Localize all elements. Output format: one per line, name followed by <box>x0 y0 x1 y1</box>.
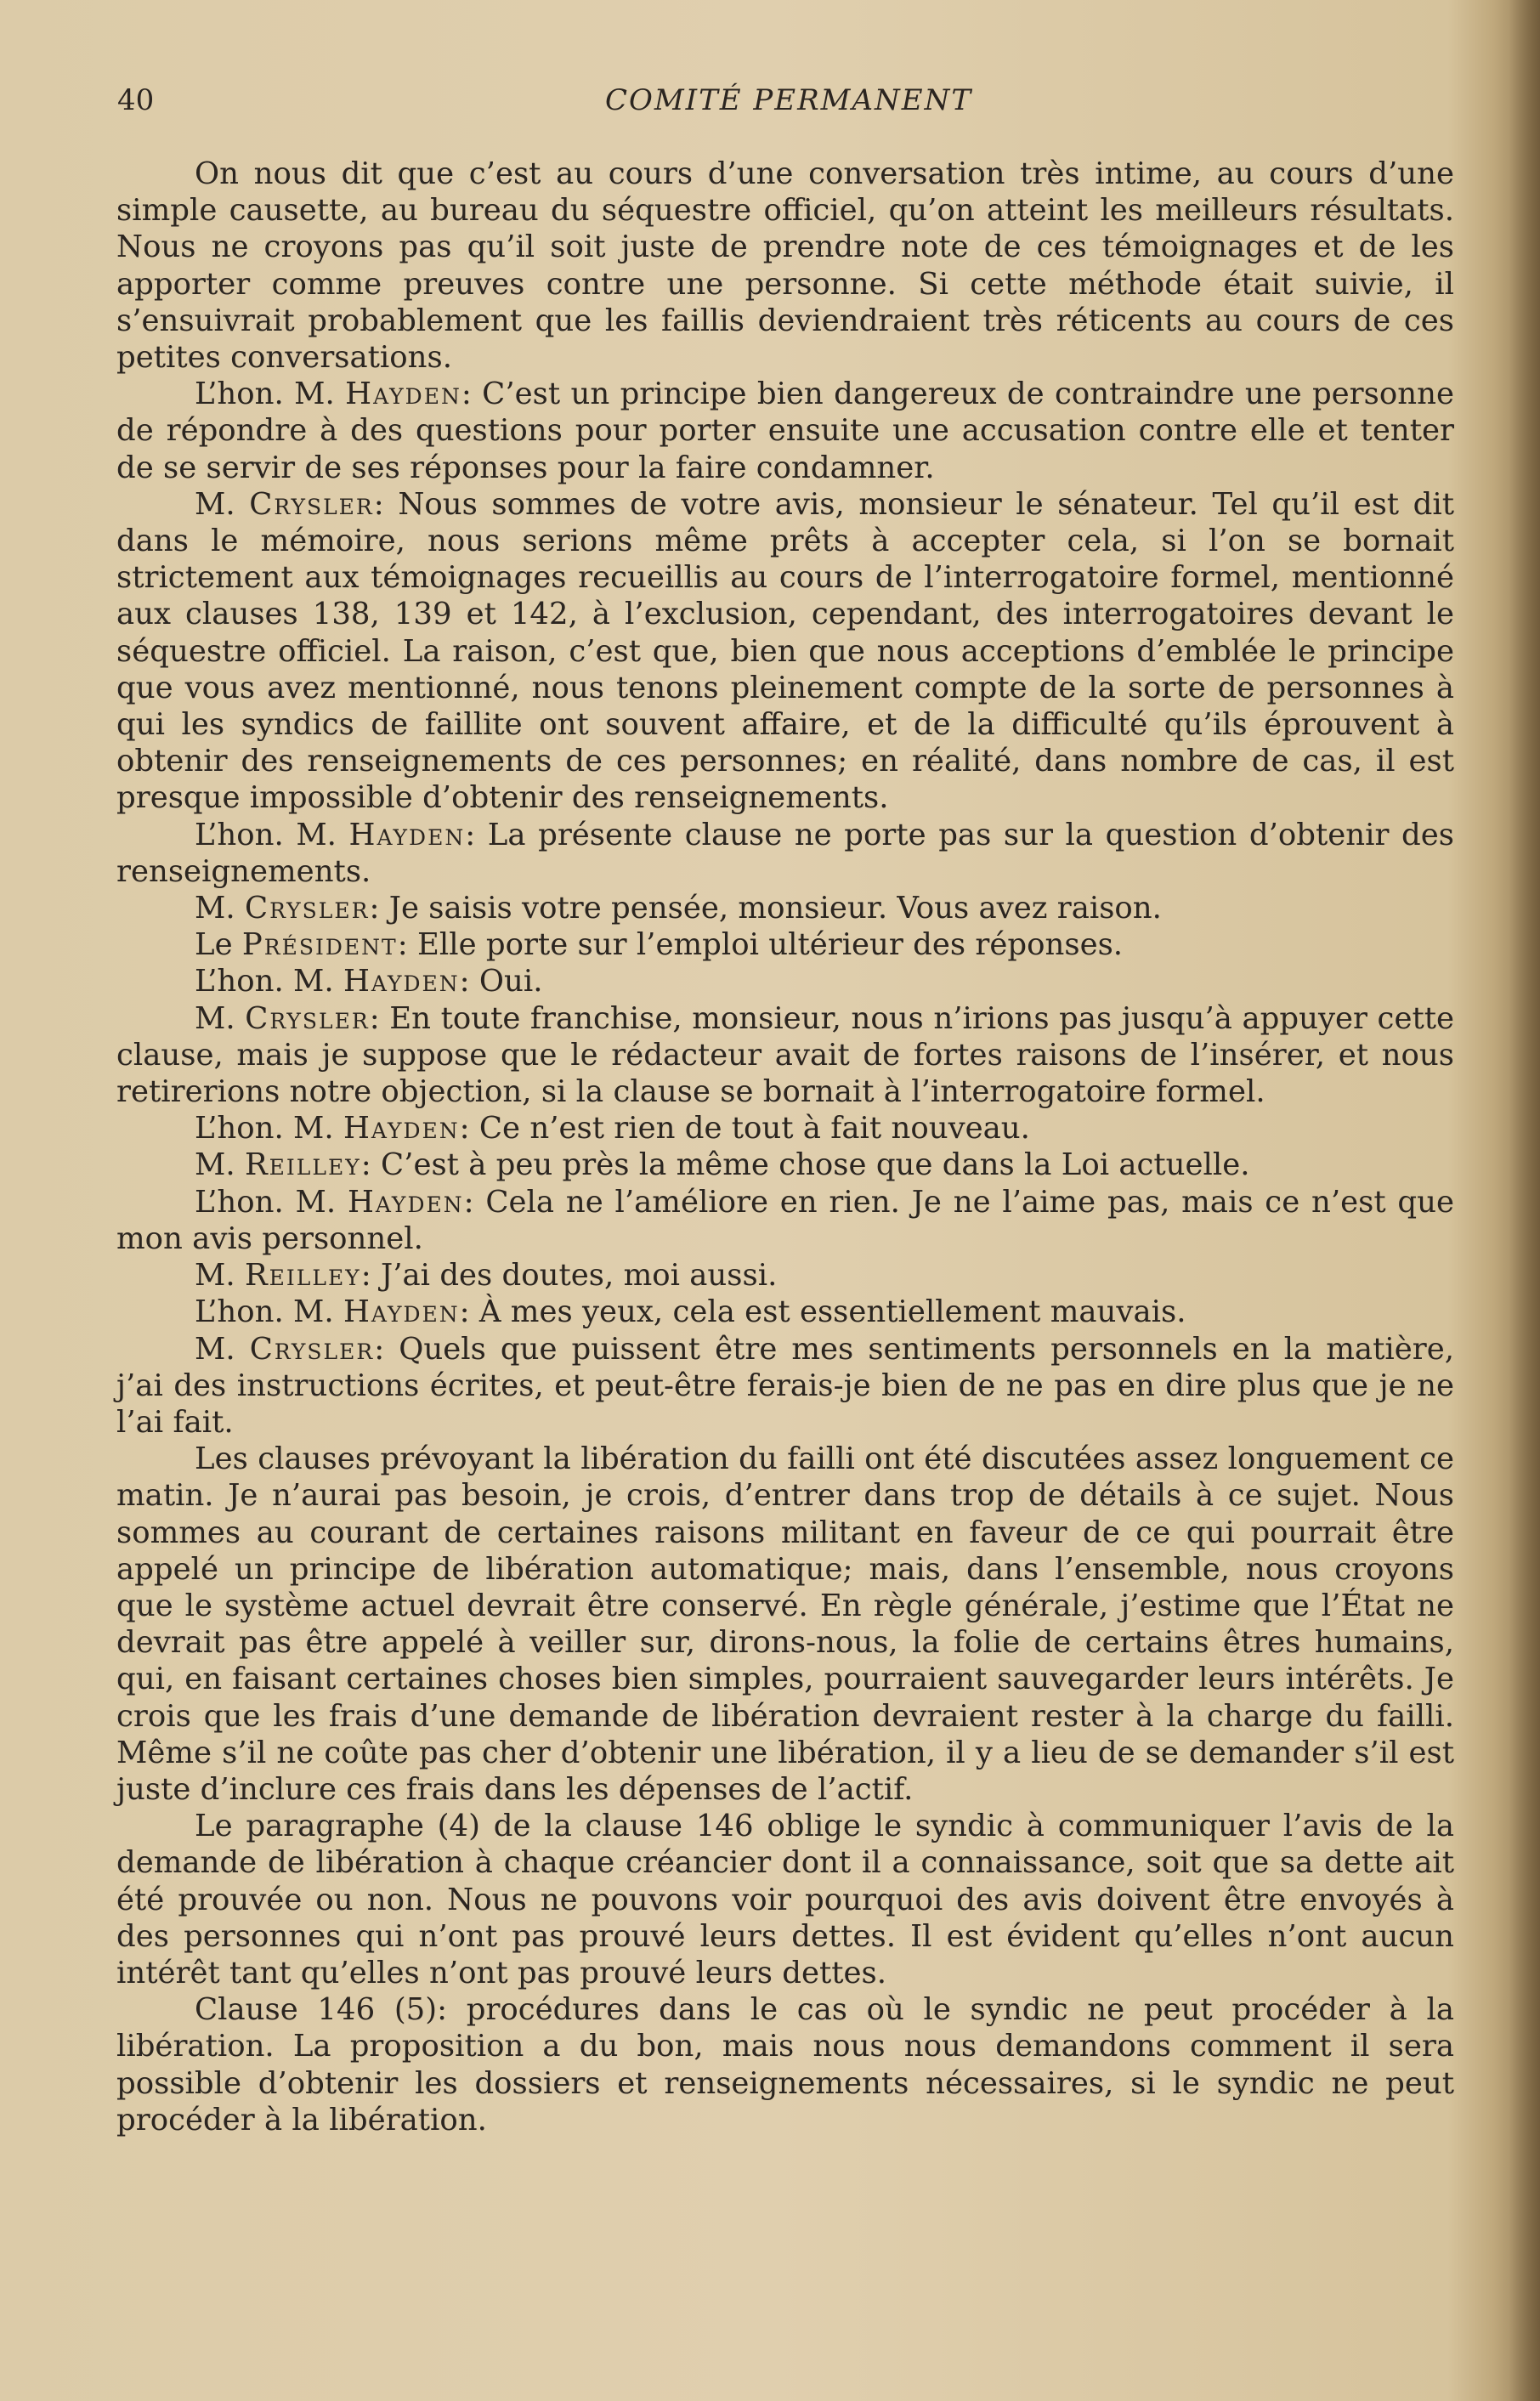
paragraph: L’hon. M. Hayden: Oui. <box>195 964 543 999</box>
speaker-prefix: M. <box>195 1147 235 1183</box>
paragraph: Le Président: Elle porte sur l’emploi ultérieur des réponses. <box>195 927 1124 963</box>
speaker-name: Crysler <box>245 1000 370 1036</box>
paragraph <box>116 1808 1454 1991</box>
paragraph <box>116 1991 1454 2138</box>
paragraph-text: Je saisis votre pensée, monsieur. Vous avez raison. <box>388 891 1162 926</box>
paragraph-text: Les clauses prévoyant la libération du failli ont été discutées assez longuement ce matin. Je n’aurai pas besoin, je crois, d’entrer dans trop de détails à ce sujet. Nous sommes au courant de certaines raisons militant en faveur de ce qui pourrait être appelé un principe de libération automatique; mais, dans l’ensemble, nous croyons que le système actuel devrait être conservé. En règle générale, j’estime que l’État ne devrait pas être appelé à veiller sur, dirons-nous, la folie de certains êtres humains, qui, en faisant certaines choses bien simples, pourraient sauvegarder leurs intérêts. Je crois que les frais d’une demande de libération devraient rester à la charge du failli. Même s’il ne coûte pas cher d’obtenir une libération, il y a lieu de se demander s’il est juste d’inclure ces frais dans les dépenses de l’actif. <box>116 1441 1454 1807</box>
speaker-name: Hayden <box>343 964 460 999</box>
paragraph: M. Reilley: J’ai des doutes, moi aussi. <box>195 1258 778 1294</box>
running-head: COMITÉ PERMANENT <box>604 83 973 117</box>
speaker-name: Hayden <box>348 817 466 852</box>
paragraph: L’hon. M. Hayden: Cela ne l’améliore en rien. Je ne l’aime pas, mais ce n’est que mon avis personnel. <box>116 1184 1454 1256</box>
paragraph: L’hon. M. Hayden: C’est un principe bien dangereux de contraindre une personne de répondre à des questions pour porter ensuite une accusation contre elle et tenter de se servir de ses réponses pour la faire condamner. <box>116 377 1454 485</box>
paragraph-text: Elle porte sur l’emploi ultérieur des réponses. <box>416 927 1124 963</box>
paragraph-text: Cela ne l’améliore en rien. Je ne l’aime pas, mais ce n’est que mon avis personnel. <box>116 1184 1454 1256</box>
paragraph-text: La présente clause ne porte pas sur la question d’obtenir des renseignements. <box>116 817 1454 889</box>
paragraph-text: Ce n’est rien de tout à fait nouveau. <box>478 1111 1030 1147</box>
speaker-name: Crysler <box>249 1331 375 1367</box>
paragraph-text: On nous dit que c’est au cours d’une conversation très intime, au cours d’une simple causette, au bureau du séquestre officiel, qu’on atteint les meilleurs résultats. Nous ne croyons pas qu’il soit juste de prendre note de ces témoignages et de les apporter comme preuves contre une personne. Si cette méthode était suivie, il s’ensuivrait probablement que les faillis deviendraient très réticents au cours de ces petites conversations. <box>116 156 1454 376</box>
speaker-prefix: M. <box>195 891 235 926</box>
paragraph-text: C’est un principe bien dangereux de contraindre une personne de répondre à des questions pour porter ensuite une accusation contre elle et tenter de se servir de ses réponses pour la faire condamner. <box>116 377 1454 485</box>
paragraph-text: J’ai des doutes, moi aussi. <box>381 1258 778 1294</box>
paragraph: L’hon. M. Hayden: À mes yeux, cela est essentiellement mauvais. <box>195 1294 1186 1330</box>
page-edge-shadow <box>1509 0 1540 2401</box>
speaker-prefix: M. <box>195 1000 235 1036</box>
paragraph-text: Le paragraphe (4) de la clause 146 oblige le syndic à communiquer l’avis de la demande de libération à chaque créancier dont il a connaissance, soit que sa dette ait été prouvée ou non. Nous ne pouvons voir pourquoi des avis doivent être envoyés à des personnes qui n’ont pas prouvé leurs dettes. Il est évident qu’elles n’ont aucun intérêt tant qu’elles n’ont pas prouvé leurs dettes. <box>116 1809 1454 1990</box>
speaker-name: Crysler <box>249 486 374 522</box>
page-number: 40 <box>117 83 155 117</box>
paragraph-text: Clause 146 (5): procédures dans le cas où le syndic ne peut procéder à la libération. La proposition a du bon, mais nous nous demandons comment il sera possible d’obtenir les dossiers et renseignements nécessaires, si le syndic ne peut procéder à la libération. <box>116 1992 1454 2138</box>
paragraph-text: Quels que puissent être mes sentiments personnels en la matière, j’ai des instructions écrites, et peut-être ferais-je bien de ne pas en dire plus que je ne l’ai fait. <box>116 1331 1454 1440</box>
paragraph <box>116 1441 1454 1808</box>
speaker-prefix: M. <box>195 486 235 522</box>
paragraph: M. Reilley: C’est à peu près la même chose que dans la Loi actuelle. <box>195 1147 1250 1183</box>
speaker-name: Hayden <box>343 1294 460 1330</box>
speaker-name: Hayden <box>343 1111 460 1147</box>
paragraph: M. Crysler: Quels que puissent être mes sentiments personnels en la matière, j’ai des instructions écrites, et peut-être ferais-je bien de ne pas en dire plus que je ne l’ai fait. <box>116 1331 1454 1440</box>
speaker-prefix: L’hon. M. <box>195 1184 337 1220</box>
speaker-name: Crysler <box>244 891 370 926</box>
paragraph-text: En toute franchise, monsieur, nous n’irions pas jusqu’à appuyer cette clause, mais je suppose que le rédacteur avait de fortes raisons de l’insérer, et nous retirerions notre objection, si la clause se bornait à l’interrogatoire formel. <box>116 1000 1454 1110</box>
speaker-name: Reilley <box>244 1147 361 1183</box>
speaker-prefix: M. <box>195 1331 235 1367</box>
paragraph <box>116 156 1454 376</box>
speaker-name: Hayden <box>347 1184 464 1220</box>
paragraph: M. Crysler: En toute franchise, monsieur, nous n’irions pas jusqu’à appuyer cette clause, mais je suppose que le rédacteur avait de fortes raisons de l’insérer, et nous retirerions notre objection, si la clause se bornait à l’interrogatoire formel. <box>116 1000 1454 1110</box>
paragraph-text: Nous sommes de votre avis, monsieur le sénateur. Tel qu’il est dit dans le mémoire, nous serions même prêts à accepter cela, si l’on se bornait strictement aux témoignages recueillis au cours de l’interrogatoire formel, mentionné aux clauses 138, 139 et 142, à l’exclusion, cependant, des interrogatoires devant le séquestre officiel. La raison, c’est que, bien que nous acceptions d’emblée le principe que vous avez mentionné, nous tenons pleinement compte de la sorte de personnes à qui les syndics de faillite ont souvent affaire, et de la difficulté qu’ils éprouvent à obtenir des renseignements de ces personnes; en réalité, dans nombre de cas, il est presque impossible d’obtenir des renseignements. <box>116 486 1454 816</box>
paragraph-text: C’est à peu près la même chose que dans la Loi actuelle. <box>381 1147 1250 1183</box>
speaker-prefix: M. <box>195 1258 235 1294</box>
speaker-prefix: L’hon. M. <box>195 964 334 999</box>
body-text <box>116 156 1454 2138</box>
speaker-prefix: L’hon. M. <box>195 377 335 412</box>
speaker-prefix: L’hon. M. <box>195 817 337 852</box>
paragraph: L’hon. M. Hayden: La présente clause ne porte pas sur la question d’obtenir des renseignements. <box>116 817 1454 889</box>
paragraph-text: Oui. <box>478 964 543 999</box>
page-header <box>117 83 1460 126</box>
speaker-name: Président <box>241 927 398 963</box>
paragraph: M. Crysler: Je saisis votre pensée, monsieur. Vous avez raison. <box>195 891 1162 926</box>
speaker-prefix: L’hon. M. <box>195 1294 334 1330</box>
paragraph-text: À mes yeux, cela est essentiellement mauvais. <box>478 1294 1186 1330</box>
paragraph: L’hon. M. Hayden: Ce n’est rien de tout à fait nouveau. <box>195 1111 1030 1147</box>
paragraph: M. Crysler: Nous sommes de votre avis, monsieur le sénateur. Tel qu’il est dit dans le mémoire, nous serions même prêts à accepter cela, si l’on se bornait strictement aux témoignages recueillis au cours de l’interrogatoire formel, mentionné aux clauses 138, 139 et 142, à l’exclusion, cependant, des interrogatoires devant le séquestre officiel. La raison, c’est que, bien que nous acceptions d’emblée le principe que vous avez mentionné, nous tenons pleinement compte de la sorte de personnes à qui les syndics de faillite ont souvent affaire, et de la difficulté qu’ils éprouvent à obtenir des renseignements de ces personnes; en réalité, dans nombre de cas, il est presque impossible d’obtenir des renseignements. <box>116 486 1454 816</box>
speaker-prefix: L’hon. M. <box>195 1111 334 1147</box>
speaker-prefix: Le <box>195 927 233 963</box>
speaker-name: Reilley <box>244 1258 361 1294</box>
speaker-name: Hayden <box>345 377 461 412</box>
